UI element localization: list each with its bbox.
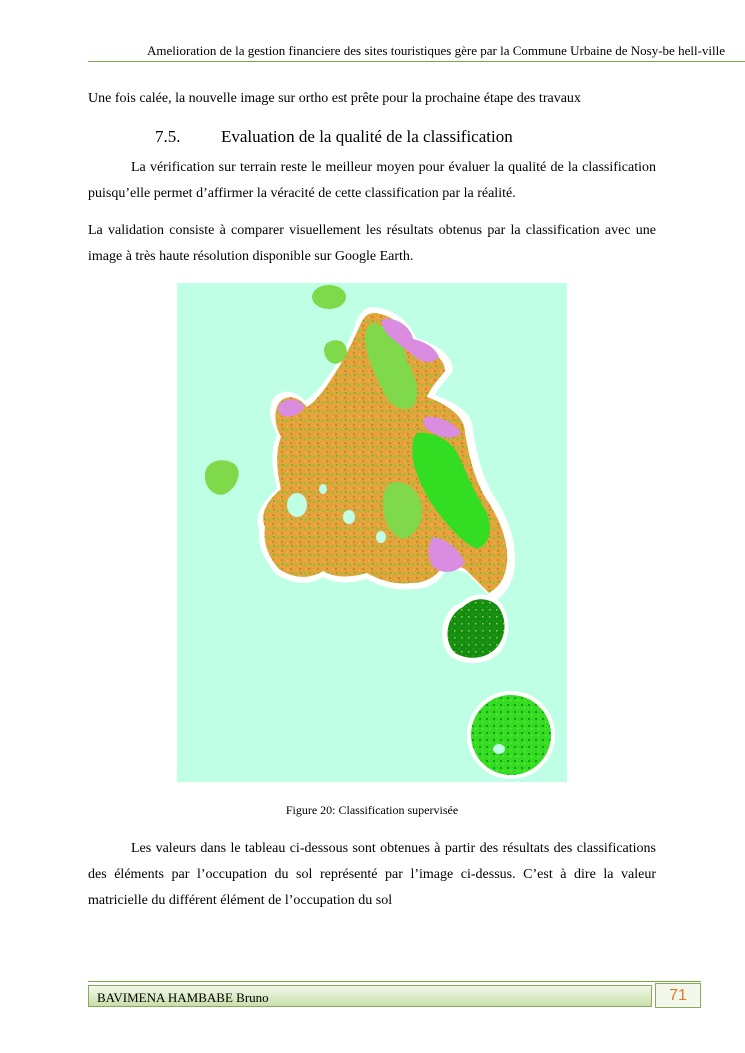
section-title: Evaluation de la qualité de la classification: [221, 127, 513, 146]
classification-map-figure: [177, 283, 567, 782]
footer-bar: [88, 985, 652, 1007]
paragraph-verification: La vérification sur terrain reste le meilleur moyen pour évaluer la qualité de la classification puisqu’elle permet d’affirmer la véracité de cette classification par la réalité.: [88, 160, 656, 201]
south-islet-water: [493, 744, 505, 754]
section-heading: [155, 127, 513, 147]
inland-water-2: [343, 510, 355, 524]
north-islet: [312, 285, 346, 309]
south-islet-texture: [471, 695, 551, 775]
inland-water-3: [376, 531, 386, 543]
paragraph-validation: La validation consiste à comparer visuellement les résultats obtenus par la classification avec une image à très haute résolution disponible sur Google Earth.: [88, 223, 656, 264]
header-rule: [88, 61, 745, 62]
lead-paragraph: Une fois calée, la nouvelle image sur ortho est prête pour la prochaine étape des travaux: [88, 91, 581, 106]
paragraph-table-intro: Les valeurs dans le tableau ci-dessous sont obtenues à partir des résultats des classifications des éléments par l’occupation du sol représenté par l’image ci-dessus. C’est à dire la valeur matricielle du différent élément de l’occupation du sol: [88, 841, 656, 908]
page-number-box: [655, 983, 701, 1008]
section-number: 7.5.: [155, 127, 181, 146]
inland-water-4: [319, 484, 327, 494]
running-header: Amelioration de la gestion financiere des sites touristiques gère par la Commune Urbaine de Nosy-be hell-ville: [147, 43, 725, 58]
classification-map: [177, 283, 567, 782]
page-number: 71: [669, 987, 687, 1004]
footer-author: BAVIMENA HAMBABE Bruno: [97, 990, 269, 1005]
footer-rule: [88, 981, 701, 982]
figure-caption: Figure 20: Classification supervisée: [285, 803, 459, 817]
inland-water-1: [287, 493, 307, 517]
